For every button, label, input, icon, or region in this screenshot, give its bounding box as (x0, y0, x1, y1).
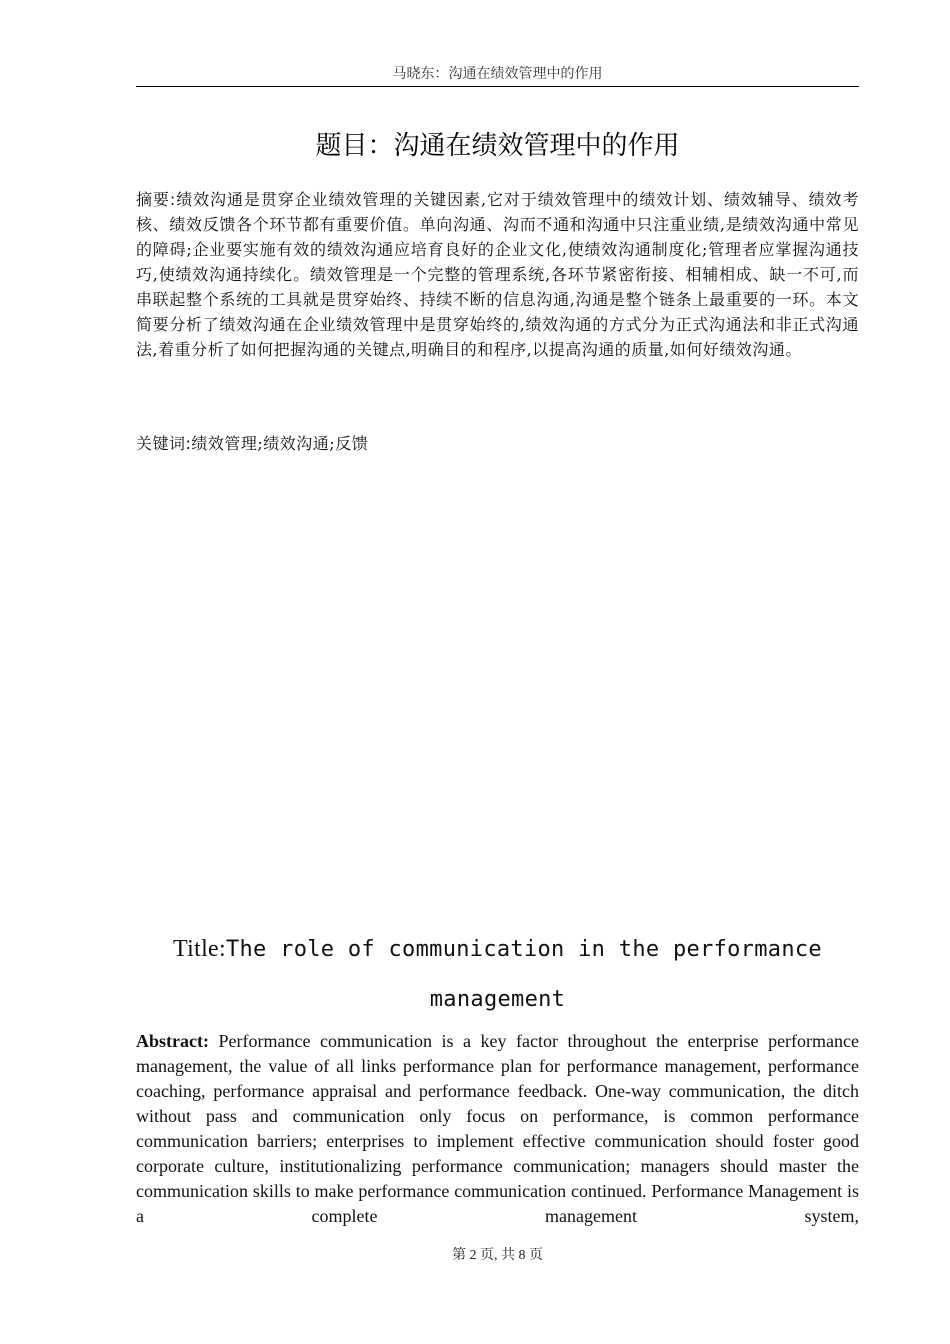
english-title-prefix: Title: (173, 936, 226, 962)
english-abstract (136, 1029, 859, 1229)
header-rule (136, 86, 859, 87)
running-header: 马晓东：沟通在绩效管理中的作用 (392, 66, 603, 82)
english-title-line-1 (136, 924, 859, 975)
english-title-text: The role of communication in the performance (225, 937, 822, 962)
chinese-abstract-text: 绩效沟通是贯穿企业绩效管理的关键因素,它对于绩效管理中的绩效计划、绩效辅导、绩效考核、绩效反馈各个环节都有重要价值。单向沟通、沟而不通和沟通中只注重业绩,是绩效沟通中常见的障碍;企业要实施有效的绩效沟通应培育良好的企业文化,使绩效沟通制度化;管理者应掌握沟通技巧,使绩效沟通持续化。绩效管理是一个完整的管理系统,各环节紧密衔接、相辅相成、缺一不可,而串联起整个系统的工具就是贯穿始终、持续不断的信息沟通,沟通是整个链条上最重要的一环。本文简要分析了绩效沟通在企业绩效管理中是贯穿始终的,绩效沟通的方式分为正式沟通法和非正式沟通法,着重分析了如何把握沟通的关键点,明确目的和程序,以提高沟通的质量,如何好绩效沟通。 (136, 190, 859, 359)
chinese-title: 题目：沟通在绩效管理中的作用 (315, 131, 680, 161)
english-title (136, 924, 859, 1025)
chinese-abstract-label: 摘要: (136, 190, 176, 209)
chinese-keywords-text: 绩效管理;绩效沟通;反馈 (191, 434, 369, 453)
chinese-keywords-label: 关键词: (136, 434, 192, 453)
chinese-keywords (136, 431, 859, 456)
english-title-line-2: management (429, 987, 566, 1012)
page-number-footer: 第 2 页, 共 8 页 (452, 1248, 543, 1263)
english-abstract-text: Performance communication is a key factor throughout the enterprise performance management, the value of all links performance plan for performance management, performance coaching, performance appraisal and performance feedback. One-way communication, the ditch without pass and communication only focus on performance, is common performance communication barriers; enterprises to implement effective communication should foster good corporate culture, institutionalizing performance communication; managers should master the communication skills to make performance communication continued. Performance Management is a complete management system, (136, 1031, 860, 1226)
english-abstract-label: Abstract: (136, 1031, 209, 1051)
chinese-abstract (136, 187, 859, 362)
